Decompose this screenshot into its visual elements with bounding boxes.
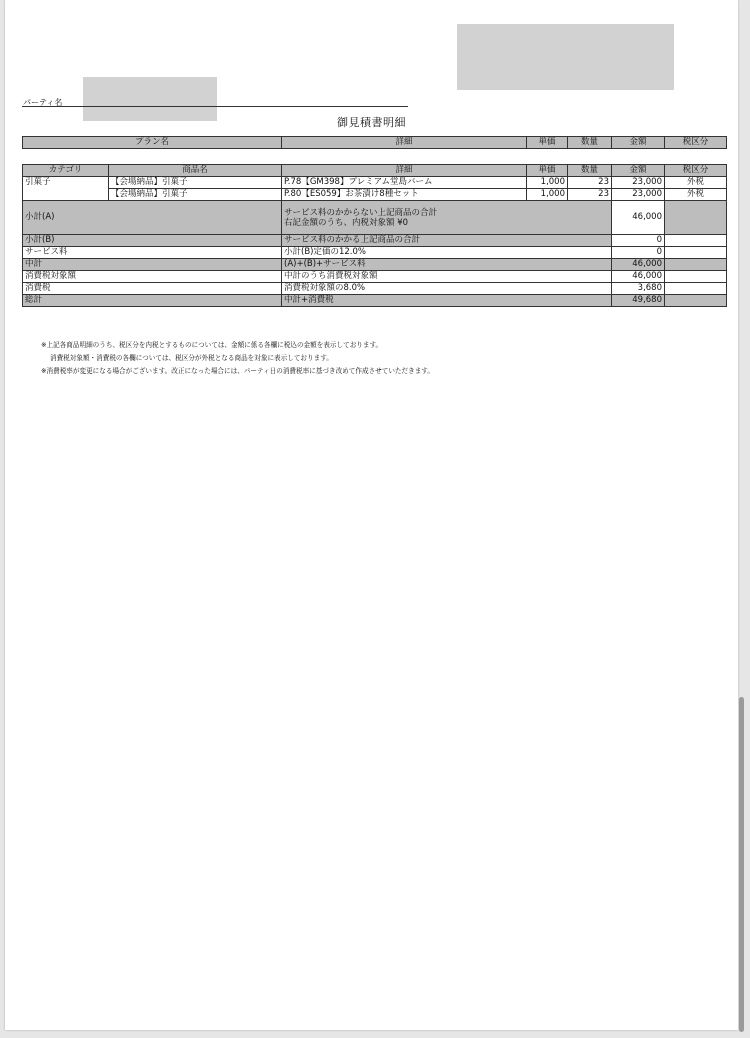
midtotal-amount: 46,000 <box>612 259 665 271</box>
subtotal-a-amount: 46,000 <box>612 201 665 235</box>
document-page <box>5 0 738 1030</box>
col-tax-class: 税区分 <box>665 165 727 177</box>
table-row <box>23 177 727 189</box>
grand-total-amount: 49,680 <box>612 295 665 307</box>
row-unit-price: 1,000 <box>527 189 568 201</box>
note-line: ※消費税率が変更になる場合がございます。改正になった場合には、パーティ日の消費税率に基づき改めて作成させていただきます。 <box>41 367 434 375</box>
row-product: 【会場納品】引菓子 <box>109 189 282 201</box>
consumption-tax-amount: 3,680 <box>612 283 665 295</box>
col-unit-price: 単価 <box>527 165 568 177</box>
row-quantity: 23 <box>568 177 612 189</box>
taxable-label: 消費税対象額 <box>23 271 282 283</box>
detail-table <box>22 164 727 307</box>
midtotal-row <box>23 259 727 271</box>
service-desc: 小計(B)定価の12.0% <box>282 247 612 259</box>
subtotal-a-tax <box>665 201 727 235</box>
subtotal-a-row <box>23 201 727 235</box>
taxable-tax <box>665 271 727 283</box>
midtotal-label: 中計 <box>23 259 282 271</box>
col-detail: 詳細 <box>282 165 527 177</box>
subtotal-b-amount: 0 <box>612 235 665 247</box>
consumption-tax-tax <box>665 283 727 295</box>
note-line: ※上記各商品明細のうち、税区分を内税とするものについては、金額に係る各欄に税込の金額を表示しております。 <box>41 341 383 349</box>
col-tax-class: 税区分 <box>665 137 727 149</box>
grand-total-tax <box>665 295 727 307</box>
row-tax-class: 外税 <box>665 177 727 189</box>
col-amount: 金額 <box>612 137 665 149</box>
table-row <box>23 189 727 201</box>
col-plan-name: プラン名 <box>23 137 282 149</box>
consumption-tax-desc: 消費税対象額の8.0% <box>282 283 612 295</box>
col-category: カテゴリ <box>23 165 109 177</box>
row-unit-price: 1,000 <box>527 177 568 189</box>
plan-table-header <box>23 137 727 149</box>
row-product: 【会場納品】引菓子 <box>109 177 282 189</box>
service-tax <box>665 247 727 259</box>
col-amount: 金額 <box>612 165 665 177</box>
scrollbar[interactable] <box>739 697 744 1032</box>
detail-table-header <box>23 165 727 177</box>
midtotal-tax <box>665 259 727 271</box>
col-quantity: 数量 <box>568 137 612 149</box>
subtotal-a-desc <box>282 201 612 235</box>
grand-total-desc: 中計+消費税 <box>282 295 612 307</box>
subtotal-a-desc-line1: サービス料のかからない上記商品の合計 <box>284 207 438 218</box>
subtotal-b-row <box>23 235 727 247</box>
document-title: 御見積書明細 <box>337 116 406 129</box>
col-detail: 詳細 <box>282 137 527 149</box>
redacted-block-top <box>457 24 674 90</box>
plan-table <box>22 136 727 149</box>
subtotal-a-label: 小計(A) <box>23 201 282 235</box>
col-product-name: 商品名 <box>109 165 282 177</box>
row-category <box>23 189 109 201</box>
consumption-tax-label: 消費税 <box>23 283 282 295</box>
party-name-label: パーティ名 <box>23 98 63 107</box>
row-detail: P.80【ES059】お茶漬け8種セット <box>282 189 527 201</box>
col-unit-price: 単価 <box>527 137 568 149</box>
subtotal-b-desc: サービス料のかかる上記商品の合計 <box>282 235 612 247</box>
service-amount: 0 <box>612 247 665 259</box>
subtotal-b-label: 小計(B) <box>23 235 282 247</box>
subtotal-b-tax <box>665 235 727 247</box>
consumption-tax-row <box>23 283 727 295</box>
grand-total-label: 総計 <box>23 295 282 307</box>
row-tax-class: 外税 <box>665 189 727 201</box>
taxable-row <box>23 271 727 283</box>
service-label: サービス料 <box>23 247 282 259</box>
notes <box>41 339 434 378</box>
row-quantity: 23 <box>568 189 612 201</box>
service-row <box>23 247 727 259</box>
row-category: 引菓子 <box>23 177 109 189</box>
taxable-desc: 中計のうち消費税対象額 <box>282 271 612 283</box>
row-amount: 23,000 <box>612 177 665 189</box>
party-name-underline <box>22 106 408 107</box>
taxable-amount: 46,000 <box>612 271 665 283</box>
col-quantity: 数量 <box>568 165 612 177</box>
row-amount: 23,000 <box>612 189 665 201</box>
row-detail: P.78【GM398】プレミアム堂島バーム <box>282 177 527 189</box>
note-line: 消費税対象額・消費税の各欄については、税区分が外税となる商品を対象に表示しております。 <box>50 354 333 362</box>
grand-total-row <box>23 295 727 307</box>
midtotal-desc: (A)+(B)+サービス料 <box>282 259 612 271</box>
subtotal-a-desc-line2: 右記金額のうち、内税対象額 ¥0 <box>284 217 409 228</box>
